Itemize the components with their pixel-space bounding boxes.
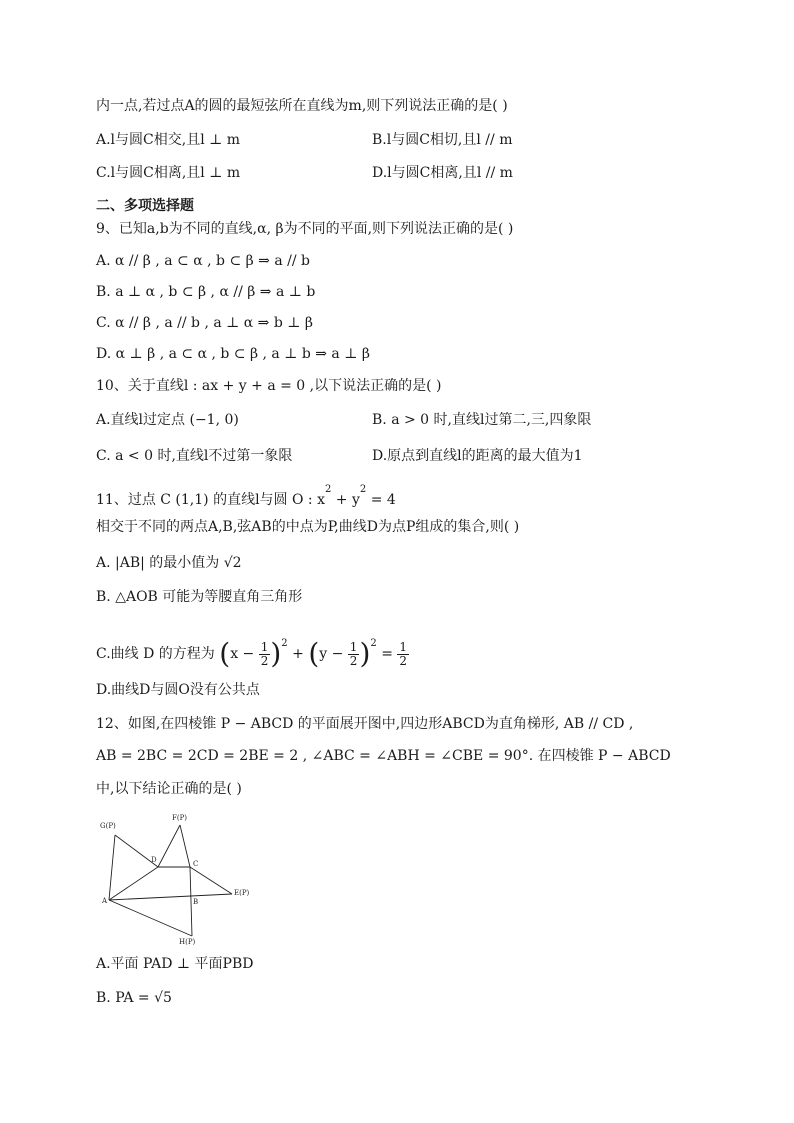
- q11-option-c: C.曲线 D 的方程为 (x − $\frac{1}{2}$ )$^2$ + (y − $\frac{1}{2}$ )$^2$ = $\frac{1}{2}$: [96, 637, 408, 670]
- q10-option-b: B. a > 0 时,直线l过第二,三,四象限: [372, 412, 592, 428]
- edge-ce: [190, 867, 232, 894]
- q9-stem: 9、已知a,b为不同的直线,α, β为不同的平面,则下列说法正确的是( ): [96, 221, 514, 237]
- q10-option-c: C. a < 0 时,直线l不过第一象限: [96, 448, 293, 464]
- q8-stem: 内一点,若过点A的圆的最短弦所在直线为m,则下列说法正确的是( ): [96, 98, 508, 114]
- label-b: B: [193, 898, 199, 906]
- label-h: H(P): [179, 938, 196, 946]
- q11-option-a: A. |AB| 的最小值为 √2: [96, 555, 242, 571]
- q11-c-label: C.曲线 D 的方程为: [96, 646, 215, 662]
- edge-ae: [109, 894, 232, 900]
- label-g: G(P): [100, 822, 116, 830]
- q11-c-y: y −: [319, 646, 344, 662]
- q10-option-a: A.直线l过定点 (−1, 0): [96, 412, 239, 428]
- label-f: F(P): [172, 814, 188, 822]
- edge-ch: [190, 867, 192, 936]
- q10-stem: 10、关于直线l : ax + y + a = 0 ,以下说法正确的是( ): [96, 378, 442, 394]
- q12-stem: 12、如图,在四棱锥 P − ABCD 的平面展开图中,四边形ABCD为直角梯形, AB // CD ,: [96, 716, 634, 732]
- q8-option-d: D.l与圆C相离,且l // m: [372, 165, 513, 181]
- label-d: D: [151, 856, 157, 864]
- q11-c-x: x −: [230, 646, 255, 662]
- label-a: A: [102, 897, 108, 905]
- label-c: C: [193, 860, 199, 868]
- section-title: 二、多项选择题: [96, 198, 194, 214]
- q11-sup-x: 2: [324, 484, 332, 495]
- q11-stem-mid: + y: [331, 492, 360, 508]
- q9-option-d: D. α ⊥ β , a ⊂ α , b ⊂ β , a ⊥ b ⇒ a ⊥ β: [96, 346, 370, 362]
- q11-c-frac3: $\frac{1}{2}$: [399, 639, 408, 668]
- q11-option-b: B. △AOB 可能为等腰直角三角形: [96, 589, 303, 605]
- edge-ah: [109, 900, 192, 936]
- edge-fc: [180, 825, 190, 867]
- q11-stem: [96, 480, 396, 510]
- pyramid-net-figure: [92, 812, 262, 946]
- q11-c-frac2: $\frac{1}{2}$: [349, 639, 358, 668]
- q12-stem-line2: AB = 2BC = 2CD = 2BE = 2 , ∠ABC = ∠ABH = ∠CBE = 90°. 在四棱锥 P − ABCD: [96, 748, 671, 764]
- q11-stem-pre: 11、过点 C (1,1) 的直线l与圆 O : x: [96, 492, 325, 508]
- q11-stem-line2: 相交于不同的两点A,B,弦AB的中点为P,曲线D为点P组成的集合,则( ): [96, 519, 520, 535]
- q9-option-b: B. a ⊥ α , b ⊂ β , α // β ⇒ a ⊥ b: [96, 284, 316, 300]
- edge-ga: [109, 835, 115, 900]
- q11-option-d: D.曲线D与圆O没有公共点: [96, 682, 260, 698]
- q8-option-a: A.l与圆C相交,且l ⊥ m: [96, 132, 241, 148]
- q12-option-b: B. PA = √5: [96, 990, 172, 1006]
- q8-option-b: B.l与圆C相切,且l // m: [372, 132, 513, 148]
- q10-option-d: D.原点到直线l的距离的最大值为1: [372, 448, 583, 464]
- q11-stem-post: = 4: [366, 492, 396, 508]
- q11-c-frac1: $\frac{1}{2}$: [260, 639, 269, 668]
- label-e: E(P): [234, 889, 250, 897]
- q9-option-c: C. α // β , a // b , a ⊥ α ⇒ b ⊥ β: [96, 315, 313, 331]
- q8-option-c: C.l与圆C相离,且l ⊥ m: [96, 165, 241, 181]
- q12-stem-line3: 中,以下结论正确的是( ): [96, 781, 242, 797]
- q9-option-a: A. α // β , a ⊂ α , b ⊂ β ⇒ a // b: [96, 253, 310, 269]
- q12-option-a: A.平面 PAD ⊥ 平面PBD: [96, 956, 254, 972]
- edge-ad: [109, 867, 158, 900]
- edge-df: [158, 825, 180, 867]
- q11-sup-y: 2: [359, 484, 367, 495]
